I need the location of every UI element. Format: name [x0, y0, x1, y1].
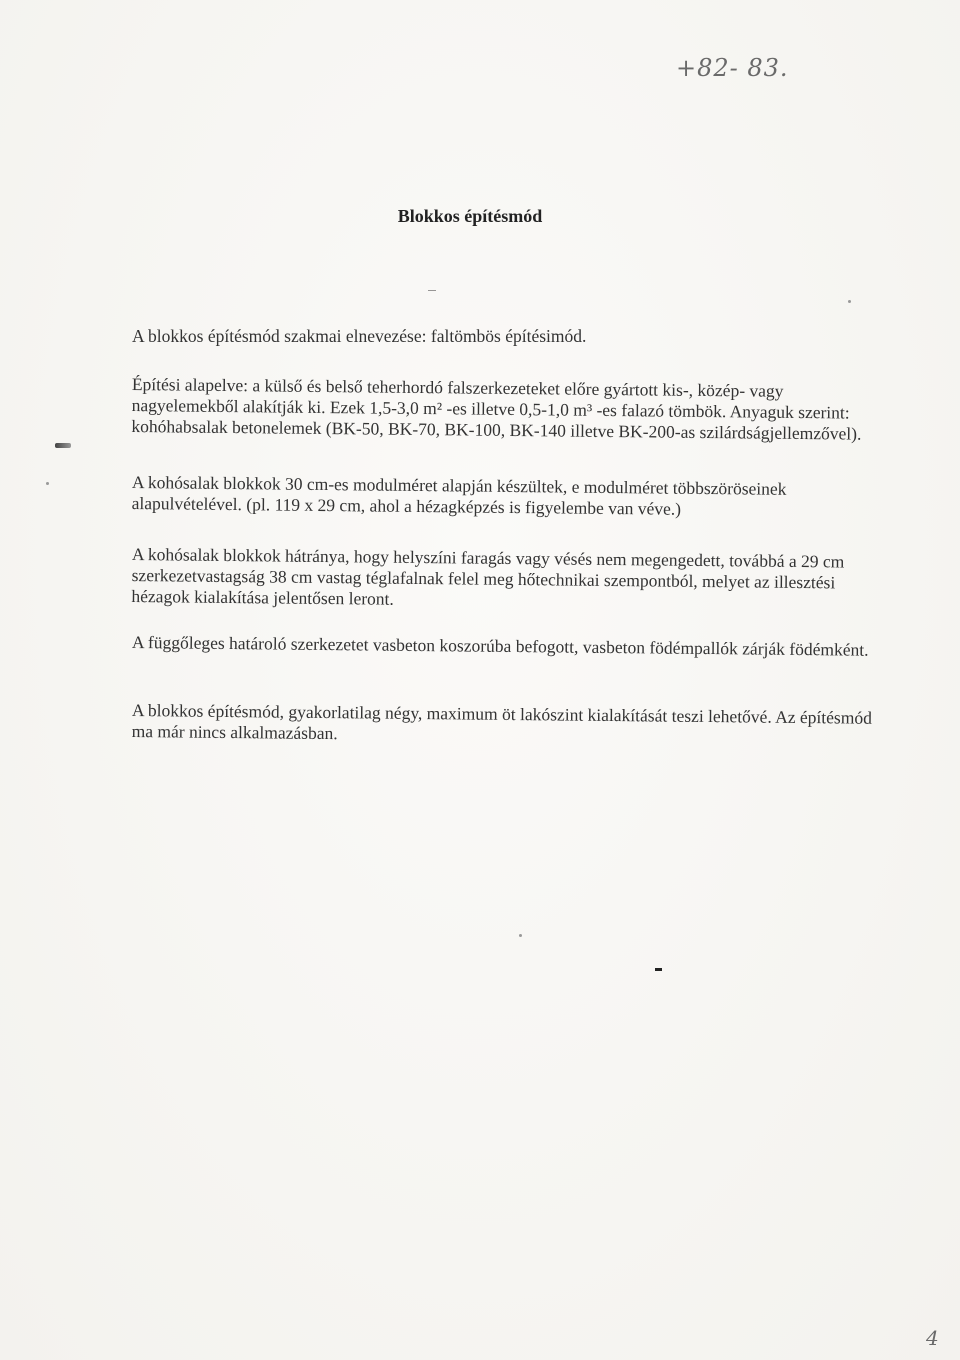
speck — [519, 934, 522, 937]
speck — [46, 482, 49, 485]
stray-mark — [655, 968, 662, 971]
paragraph-2: Építési alapelve: a külső és belső teherhordó falszerkezeteket előre gyártott kis-, közép- vagy nagyelemekből alakítják ki. Ezek 1,5-3,0 m² -es illetve 0,5-1,0 m³ -es falazó tömbök. Anyaguk szerint: kohóhabsalak betonelemek (BK-50, BK-70, BK-100, BK-140 illetve BK-200-as szilárdságjellemzővel). — [131, 374, 862, 444]
handwritten-page-number: 4 — [926, 1326, 939, 1350]
paragraph-3: A kohósalak blokkok 30 cm-es modulméret alapján készültek, e modulméret többszöröseinek alapulvételével. (pl. 119 x 29 cm, ahol a hézagképzés is figyelembe van véve.) — [131, 472, 787, 519]
stray-mark — [428, 290, 436, 291]
speck — [848, 300, 851, 303]
paragraph-5: A függőleges határoló szerkezetet vasbeton koszorúba befogott, vasbeton födémpallók zárják födémként. — [131, 632, 869, 660]
handwritten-page-numbers: +82- 83. — [676, 54, 789, 82]
margin-mark — [55, 443, 71, 448]
paragraph-1: A blokkos építésmód szakmai elnevezése: faltömbös építésimód. — [132, 326, 587, 346]
paragraph-4: A kohósalak blokkok hátránya, hogy helyszíni faragás vagy vésés nem megengedett, továbbá a 29 cm szerkezetvastagság 38 cm vastag téglafalnak felel meg hőtechnikai szempontból, melyet az illesztési hézagok kialakítása jelentősen leront. — [131, 544, 845, 609]
paragraph-6: A blokkos építésmód, gyakorlatilag négy, maximum öt lakószint kialakítását teszi lehetővé. Az építésmód ma már nincs alkalmazásban. — [131, 700, 872, 744]
document-title: Blokkos építésmód — [397, 206, 543, 226]
